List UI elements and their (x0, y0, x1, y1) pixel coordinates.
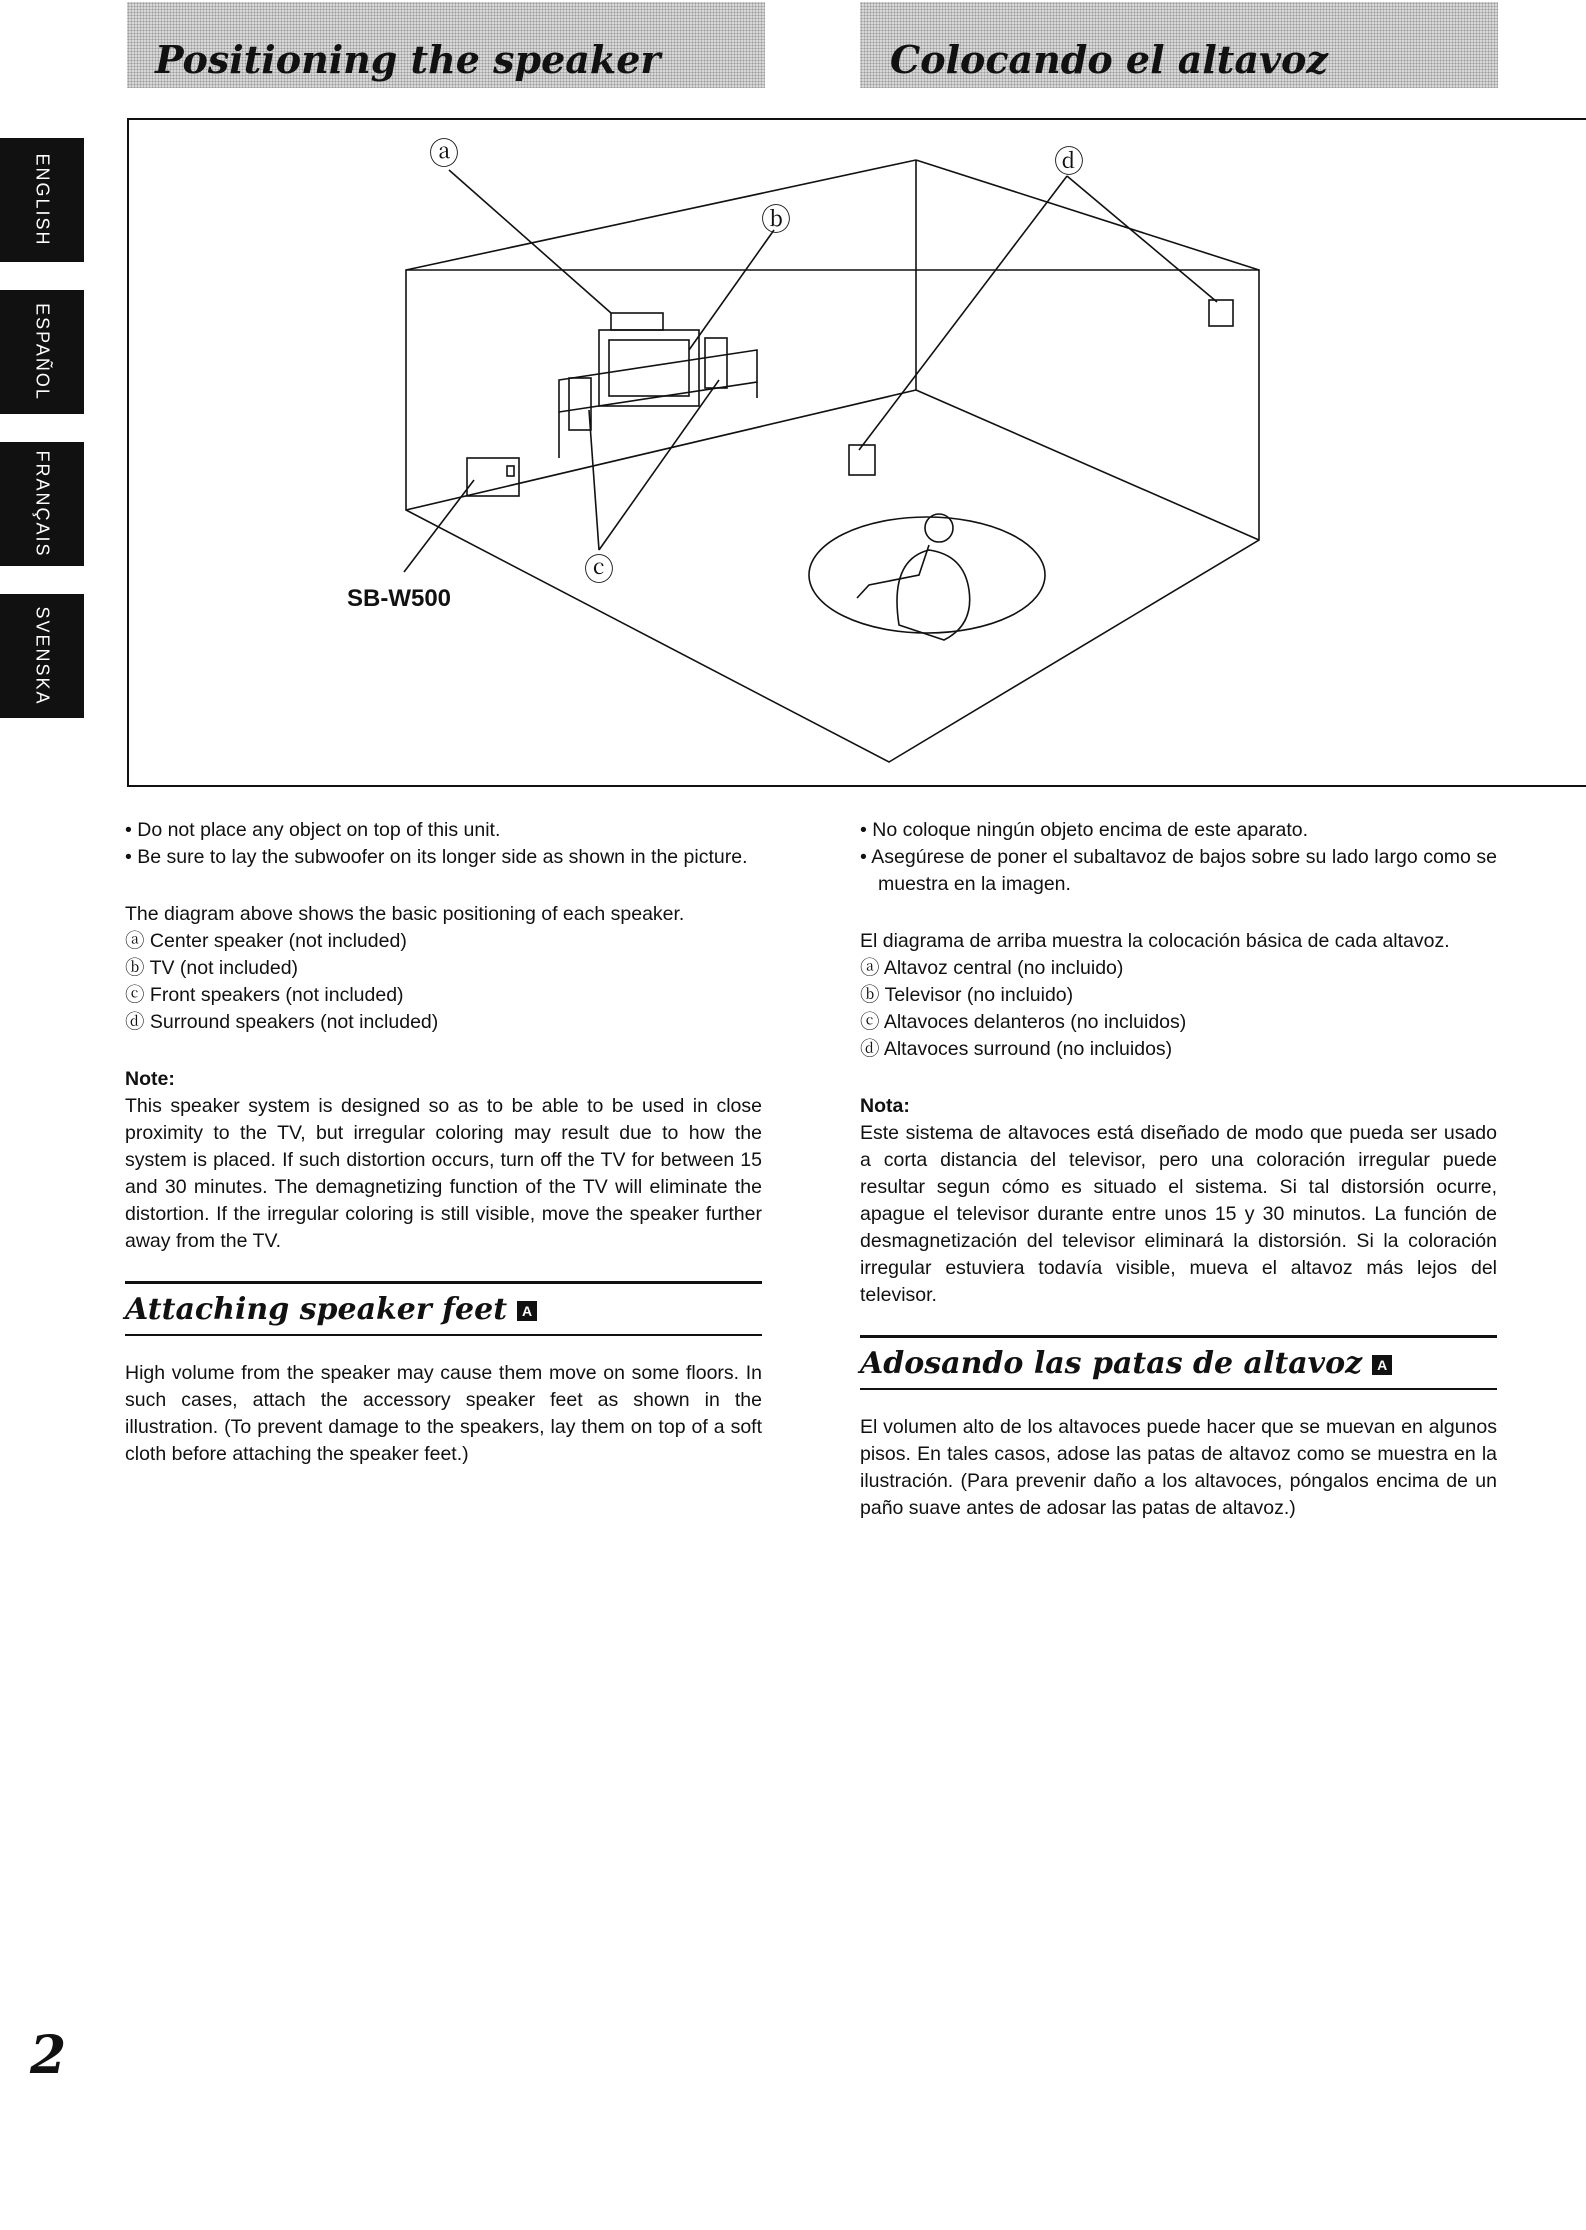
tv (599, 330, 699, 406)
figure-a-icon: A (517, 1301, 537, 1321)
page-number: 2 (30, 2025, 67, 2086)
listener-chair (897, 550, 970, 640)
spanish-legend-c: ⓒ Altavoces delanteros (no incluidos) (860, 1011, 1187, 1033)
front-speaker-left (569, 378, 591, 430)
spanish-legend-b: ⓑ Televisor (no incluido) (860, 984, 1074, 1006)
callout-line-d-left (859, 176, 1067, 450)
english-legend-a: ⓐ Center speaker (not included) (125, 930, 407, 952)
center-speaker (611, 313, 663, 330)
callout-line-b (689, 230, 774, 350)
language-tab-english[interactable]: ENGLISH (0, 138, 84, 262)
model-label: SB-W500 (347, 585, 452, 612)
english-page-title: Positioning the speaker (155, 37, 661, 82)
language-tab-spanish[interactable]: ESPAÑOL (0, 290, 84, 414)
callout-b: ⓑ (761, 204, 791, 237)
callout-line-c-left (589, 410, 599, 550)
english-column (125, 817, 762, 1468)
spanish-column (860, 817, 1497, 1522)
english-section-heading (125, 1281, 762, 1336)
room-diagram (129, 120, 1586, 785)
english-section-text: High volume from the speaker may cause them move on some floors. In such cases, attach the accessory speaker feet as shown in the illustration. (To prevent damage to the speakers, lay them on top of a soft cloth before attaching the speaker feet.) (125, 1362, 762, 1465)
figure-a-icon: A (1372, 1355, 1392, 1375)
callout-d: ⓓ (1054, 146, 1084, 179)
room-outline (406, 270, 1259, 762)
spanish-section-title: Adosando las patas de altavoz (860, 1346, 1363, 1381)
english-section-title: Attaching speaker feet (125, 1292, 508, 1327)
spanish-legend-d: ⓓ Altavoces surround (no incluidos) (860, 1038, 1173, 1060)
english-bullet-1: • Do not place any object on top of this unit. (125, 819, 501, 841)
room-floor-right-edge (916, 390, 1259, 540)
callout-a: ⓐ (429, 138, 459, 171)
spanish-note-text: Este sistema de altavoces está diseñado de modo que pueda ser usado a corta distancia del televisor, pero una coloración irregular puede resultar segun cómo es situado el sistema. Si tal distorsión ocurre, apague el televisor durante entre unos 15 y 30 minutos. La función de desmagnetización del televisor eliminará la distorsión. Si la coloración irregular estuviera todavía visible, mueva el altavoz más lejos del televisor. (860, 1122, 1497, 1306)
english-legend-d: ⓓ Surround speakers (not included) (125, 1011, 439, 1033)
spanish-diagram-intro: El diagrama de arriba muestra la colocación básica de cada altavoz. (860, 930, 1450, 952)
english-legend-b: ⓑ TV (not included) (125, 957, 299, 979)
callout-c: ⓒ (584, 554, 614, 587)
english-note-label: Note: (125, 1068, 175, 1090)
tv-screen (609, 340, 689, 396)
surround-speaker-left (849, 445, 875, 475)
surround-speaker-right (1209, 300, 1233, 326)
spanish-bullet-1: • No coloque ningún objeto encima de este aparato. (860, 819, 1309, 841)
spanish-page-title: Colocando el altavoz (890, 37, 1328, 82)
listener-head (925, 514, 953, 542)
room-floor-left-edge (406, 390, 916, 510)
language-tab-swedish[interactable]: SVENSKA (0, 594, 84, 718)
speaker-positioning-figure (127, 118, 1586, 787)
english-note-text: This speaker system is designed so as to be able to be used in close proximity to the TV, but irregular coloring may result due to how the system is placed. If such distortion occurs, turn off the TV for between 15 and 30 minutes. The demagnetizing function of the TV will eliminate the distortion. If the irregular coloring is still visible, move the speaker further away from the TV. (125, 1095, 762, 1252)
spanish-header-banner (860, 2, 1498, 88)
room-back-right-edge (916, 160, 1259, 270)
callout-line-model (404, 480, 474, 572)
callout-line-d-right (1067, 176, 1217, 302)
spanish-note-label: Nota: (860, 1095, 910, 1117)
front-speaker-right (705, 338, 727, 388)
english-header-banner (127, 2, 765, 88)
english-bullet-2: • Be sure to lay the subwoofer on its longer side as shown in the picture. (125, 846, 748, 868)
listener-legs (857, 545, 929, 598)
subwoofer-port (507, 466, 514, 476)
english-diagram-intro: The diagram above shows the basic positioning of each speaker. (125, 903, 685, 925)
spanish-legend-a: ⓐ Altavoz central (no incluido) (860, 957, 1124, 979)
english-legend-c: ⓒ Front speakers (not included) (125, 984, 404, 1006)
callout-line-a (449, 170, 611, 313)
spanish-section-text: El volumen alto de los altavoces puede hacer que se muevan en algunos pisos. En tales casos, adose las patas de altavoz como se muestra en la ilustración. (Para prevenir daño a los altavoces, póngalos encima de un paño suave antes de adosar las patas de altavoz.) (860, 1416, 1497, 1519)
spanish-section-heading (860, 1335, 1497, 1390)
language-tab-french[interactable]: FRANÇAIS (0, 442, 84, 566)
spanish-bullet-2: • Asegúrese de poner el subaltavoz de bajos sobre su lado largo como se muestra en la imagen. (860, 846, 1497, 895)
room-back-left-edge (406, 160, 916, 270)
